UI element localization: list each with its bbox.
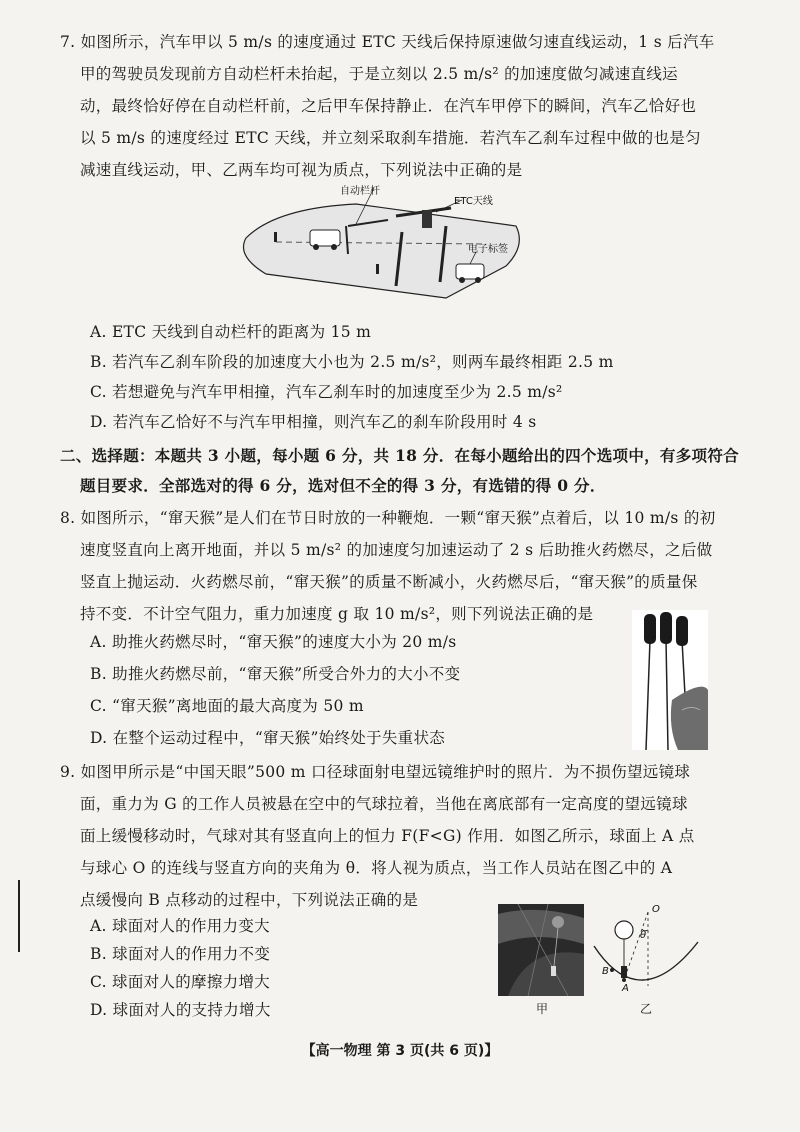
q8-line-3: 竖直上抛运动．火药燃尽前，“窜天猴”的质量不断减小，火药燃尽后，“窜天猴”的质量保 [80, 573, 698, 591]
q8-line-2: 速度竖直向上离开地面，并以 5 m/s² 的加速度匀加速运动了 2 s 后助推火药燃尽，之后做 [80, 541, 713, 559]
label-etc-antenna: ETC天线 [454, 196, 493, 207]
sphere-diagram-svg [590, 906, 700, 998]
q7-line-3: 动，最终恰好停在自动栏杆前，之后甲车保持静止．在汽车甲停下的瞬间，汽车乙恰好也 [80, 97, 697, 115]
q7-line-1: 7. 如图所示，汽车甲以 5 m/s 的速度通过 ETC 天线后保持原速做匀速直线运动，1 s 后汽车 [60, 33, 715, 51]
caption-figure-jia: 甲 [536, 1002, 549, 1016]
q9-line-2: 面，重力为 G 的工作人员被悬在空中的气球拉着，当他在离底部有一定高度的望远镜球 [80, 795, 688, 813]
q8-line-4: 持不变．不计空气阻力，重力加速度 g 取 10 m/s²，则下列说法正确的是 [80, 605, 594, 623]
q8-option-d: D. 在整个运动过程中，“窜天猴”始终处于失重状态 [90, 729, 446, 747]
firecracker-photo [632, 610, 708, 750]
q9-line-4: 与球心 O 的连线与竖直方向的夹角为 θ．将人视为质点，当工作人员站在图乙中的 A [80, 859, 673, 877]
q7-option-d: D. 若汽车乙恰好不与汽车甲相撞，则汽车乙的刹车阶段用时 4 s [90, 413, 537, 431]
etc-figure [236, 186, 526, 304]
q9-line-5: 点缓慢向 B 点移动的过程中，下列说法正确的是 [80, 891, 419, 909]
label-auto-barrier: 自动栏杆 [340, 186, 380, 197]
section2-heading-line-2: 题目要求．全部选对的得 6 分，选对但不全的得 3 分，有选错的得 0 分． [80, 476, 606, 495]
label-electronic-tag: 电子标签 [468, 244, 508, 255]
firecracker-illustration [632, 610, 708, 750]
q8-option-c: C. “窜天猴”离地面的最大高度为 50 m [90, 697, 364, 715]
margin-mark [18, 880, 20, 952]
label-center-o: O [652, 904, 660, 915]
q7-line-4: 以 5 m/s 的速度经过 ETC 天线，并立刻采取刹车措施．若汽车乙刹车过程中做的也是匀 [80, 129, 701, 147]
caption-figure-yi: 乙 [640, 1002, 653, 1016]
section2-heading-line-1: 二、选择题：本题共 3 小题，每小题 6 分，共 18 分．在每小题给出的四个选项中，有多项符合 [60, 446, 739, 465]
q7-option-c: C. 若想避免与汽车甲相撞，汽车乙刹车时的加速度至少为 2.5 m/s² [90, 383, 563, 401]
sphere-diagram [590, 906, 700, 998]
q9-option-c: C. 球面对人的摩擦力增大 [90, 973, 271, 991]
label-theta: θ [640, 930, 647, 941]
q9-option-b: B. 球面对人的作用力不变 [90, 945, 271, 963]
label-point-a: A [622, 983, 629, 994]
q8-line-1: 8. 如图所示，“窜天猴”是人们在节日时放的一种鞭炮．一颗“窜天猴”点着后，以 10 m/s 的初 [60, 509, 716, 527]
q7-option-a: A. ETC 天线到自动栏杆的距离为 15 m [90, 323, 372, 341]
q9-option-a: A. 球面对人的作用力变大 [90, 917, 270, 935]
telescope-photo-illustration [498, 904, 584, 996]
q7-line-5: 减速直线运动，甲、乙两车均可视为质点，下列说法中正确的是 [80, 161, 523, 179]
q9-option-d: D. 球面对人的支持力增大 [90, 1001, 271, 1019]
fast-telescope-photo [498, 904, 584, 996]
label-point-b: B [602, 966, 609, 977]
q8-option-a: A. 助推火药燃尽时，“窜天猴”的速度大小为 20 m/s [90, 633, 457, 651]
page-footer: 【高一物理 第 3 页(共 6 页)】 [301, 1043, 499, 1059]
q9-line-3: 面上缓慢移动时，气球对其有竖直向上的恒力 F(F<G) 作用．如图乙所示，球面上 A 点 [80, 827, 695, 845]
q7-line-2: 甲的驾驶员发现前方自动栏杆未抬起，于是立刻以 2.5 m/s² 的加速度做匀减速直线运 [80, 65, 678, 83]
q7-option-b: B. 若汽车乙刹车阶段的加速度大小也为 2.5 m/s²，则两车最终相距 2.5 m [90, 353, 614, 371]
q9-line-1: 9. 如图甲所示是“中国天眼”500 m 口径球面射电望远镜维护时的照片．为不损伤望远镜球 [60, 763, 691, 781]
q8-option-b: B. 助推火药燃尽前，“窜天猴”所受合外力的大小不变 [90, 665, 461, 683]
